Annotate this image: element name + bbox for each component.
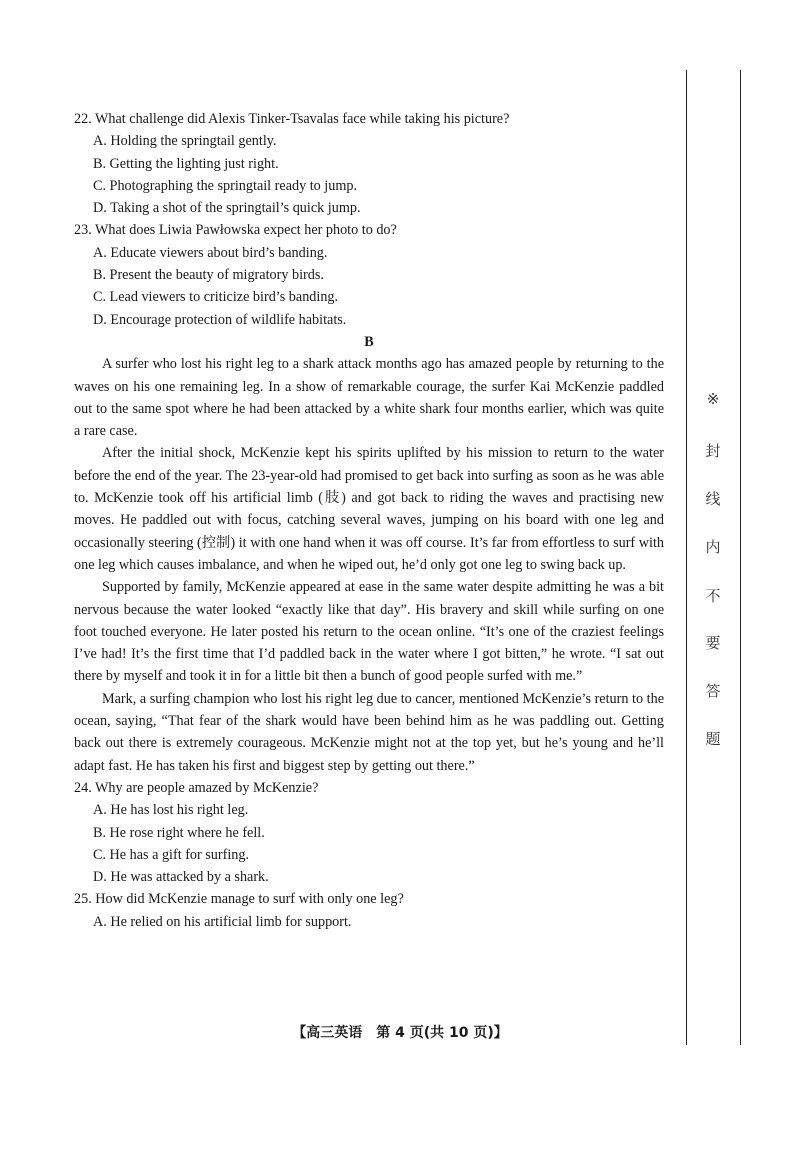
option-23b: B. Present the beauty of migratory birds. bbox=[93, 267, 324, 284]
passage-paragraph-3: Supported by family, McKenzie appeared at ease in the same water despite admitting he was a bit nervous because the water looked “exactly like that day”. His bravery and skill while surfing on one foot touched everyone. He later posted his return to the ocean online. “It’s one of the craziest feelings I’ve had! It’s the first time that I’d paddled back in the water where I got bitten,” he wrote. “I sat out there by myself and took it in for a little bit then a bunch of good people surfed with me.” bbox=[74, 579, 664, 685]
margin-char-4: 内 bbox=[705, 538, 721, 556]
option-24b: B. He rose right where he fell. bbox=[93, 824, 265, 841]
passage-paragraph-1: A surfer who lost his right leg to a shark attack months ago has amazed people by returning to the waves on his one remaining leg. In a show of remarkable courage, the surfer Kai McKenzie paddled out to the same spot where he had been attacked by a white shark four months earlier, which was quite a rare case. bbox=[74, 356, 664, 440]
option-23d: D. Encourage protection of wildlife habitats. bbox=[93, 311, 347, 328]
option-23c: C. Lead viewers to criticize bird’s banding. bbox=[93, 289, 339, 306]
question-25: 25. How did McKenzie manage to surf with only one leg? bbox=[74, 891, 404, 908]
option-24a: A. He has lost his right leg. bbox=[93, 802, 249, 819]
question-24: 24. Why are people amazed by McKenzie? bbox=[74, 779, 319, 796]
binding-line-left bbox=[686, 70, 687, 1045]
option-24d: D. He was attacked by a shark. bbox=[93, 869, 269, 886]
margin-char-8: 题 bbox=[705, 730, 721, 748]
option-22c: C. Photographing the springtail ready to jump. bbox=[93, 177, 358, 194]
passage-paragraph-4: Mark, a surfing champion who lost his right leg due to cancer, mentioned McKenzie’s return to the ocean, saying, “That fear of the shark would have been behind him as he was paddling out. Getting back out there is extremely courageous. McKenzie might not at the top yet, but he’s young and he’ll adapt fast. He has taken his first and biggest step by getting out there.” bbox=[74, 690, 664, 774]
margin-char-1: ※ bbox=[706, 390, 720, 408]
option-22d: D. Taking a shot of the springtail’s quick jump. bbox=[93, 200, 361, 217]
option-22a: A. Holding the springtail gently. bbox=[93, 133, 277, 150]
exam-content bbox=[74, 108, 664, 933]
margin-char-2: 封 bbox=[705, 442, 721, 460]
question-23: 23. What does Liwia Pawłowska expect her photo to do? bbox=[74, 222, 397, 239]
option-25a: A. He relied on his artificial limb for support. bbox=[93, 913, 352, 930]
page-footer: 【高三英语 第 4 页(共 10 页)】 bbox=[292, 1025, 508, 1041]
option-23a: A. Educate viewers about bird’s banding. bbox=[93, 244, 328, 261]
passage-paragraph-2: After the initial shock, McKenzie kept his spirits uplifted by his mission to return to the water before the end of the year. The 23-year-old had promised to get back into surfing as soon as he was able to. McKenzie took off his artificial limb (肢) and got back to riding the waves and practising new moves. He paddled out with focus, catching several waves, jumping on his board with one leg and occasionally steering (控制) it with one hand when it was off course. It’s far from effortless to surf with one leg which causes imbalance, and when he wiped out, he’d only got one leg to swing back up. bbox=[74, 445, 664, 573]
binding-line-right bbox=[740, 70, 741, 1045]
margin-char-6: 要 bbox=[705, 634, 721, 652]
question-22: 22. What challenge did Alexis Tinker-Tsavalas face while taking his picture? bbox=[74, 111, 510, 127]
margin-char-7: 答 bbox=[705, 682, 721, 700]
margin-char-5: 不 bbox=[705, 587, 721, 605]
section-b-label: B bbox=[364, 333, 374, 350]
option-24c: C. He has a gift for surfing. bbox=[93, 846, 250, 863]
option-22b: B. Getting the lighting just right. bbox=[93, 155, 279, 172]
margin-char-3: 线 bbox=[705, 490, 721, 508]
